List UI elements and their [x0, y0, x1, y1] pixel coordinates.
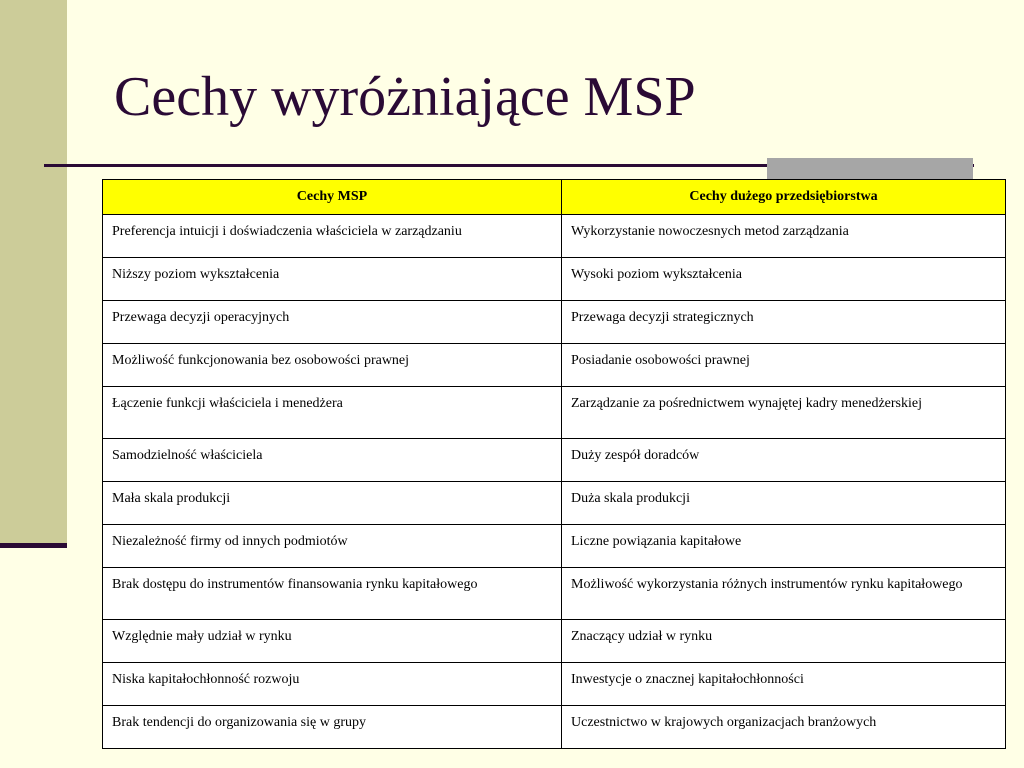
- cell-large-enterprise: Przewaga decyzji strategicznych: [562, 301, 1006, 344]
- table-row: [103, 482, 1006, 525]
- cell-msp: Preferencja intuicji i doświadczenia właściciela w zarządzaniu: [103, 215, 562, 258]
- cell-large-enterprise: Znaczący udział w rynku: [562, 620, 1006, 663]
- table-row: [103, 706, 1006, 749]
- table-header-row: [103, 180, 1006, 215]
- cell-large-enterprise: Liczne powiązania kapitałowe: [562, 525, 1006, 568]
- cell-large-enterprise: Zarządzanie za pośrednictwem wynajętej kadry menedżerskiej: [562, 387, 1006, 439]
- cell-large-enterprise: Posiadanie osobowości prawnej: [562, 344, 1006, 387]
- cell-msp: Względnie mały udział w rynku: [103, 620, 562, 663]
- table-row: [103, 439, 1006, 482]
- table-row: [103, 387, 1006, 439]
- table-row: [103, 525, 1006, 568]
- grey-accent-bar: [767, 158, 973, 179]
- header-cell-large-enterprise: Cechy dużego przedsiębiorstwa: [562, 180, 1006, 215]
- table-row: [103, 344, 1006, 387]
- cell-large-enterprise: Inwestycje o znacznej kapitałochłonności: [562, 663, 1006, 706]
- slide-title: Cechy wyróżniające MSP: [114, 66, 696, 128]
- table-row: [103, 620, 1006, 663]
- cell-msp: Łączenie funkcji właściciela i menedżera: [103, 387, 562, 439]
- comparison-table: [102, 179, 1006, 749]
- cell-msp: Brak dostępu do instrumentów finansowania rynku kapitałowego: [103, 568, 562, 620]
- side-decor-line: [0, 543, 67, 548]
- cell-msp: Niezależność firmy od innych podmiotów: [103, 525, 562, 568]
- cell-large-enterprise: Wysoki poziom wykształcenia: [562, 258, 1006, 301]
- table-row: [103, 301, 1006, 344]
- table-row: [103, 663, 1006, 706]
- side-decor-bar: [0, 0, 67, 547]
- table-row: [103, 258, 1006, 301]
- cell-msp: Przewaga decyzji operacyjnych: [103, 301, 562, 344]
- cell-large-enterprise: Duża skala produkcji: [562, 482, 1006, 525]
- header-cell-msp: Cechy MSP: [103, 180, 562, 215]
- cell-msp: Niższy poziom wykształcenia: [103, 258, 562, 301]
- cell-large-enterprise: Możliwość wykorzystania różnych instrumentów rynku kapitałowego: [562, 568, 1006, 620]
- cell-msp: Niska kapitałochłonność rozwoju: [103, 663, 562, 706]
- cell-msp: Brak tendencji do organizowania się w grupy: [103, 706, 562, 749]
- cell-large-enterprise: Wykorzystanie nowoczesnych metod zarządzania: [562, 215, 1006, 258]
- cell-msp: Mała skala produkcji: [103, 482, 562, 525]
- table-row: [103, 568, 1006, 620]
- table-row: [103, 215, 1006, 258]
- cell-msp: Możliwość funkcjonowania bez osobowości prawnej: [103, 344, 562, 387]
- cell-large-enterprise: Duży zespół doradców: [562, 439, 1006, 482]
- cell-msp: Samodzielność właściciela: [103, 439, 562, 482]
- cell-large-enterprise: Uczestnictwo w krajowych organizacjach branżowych: [562, 706, 1006, 749]
